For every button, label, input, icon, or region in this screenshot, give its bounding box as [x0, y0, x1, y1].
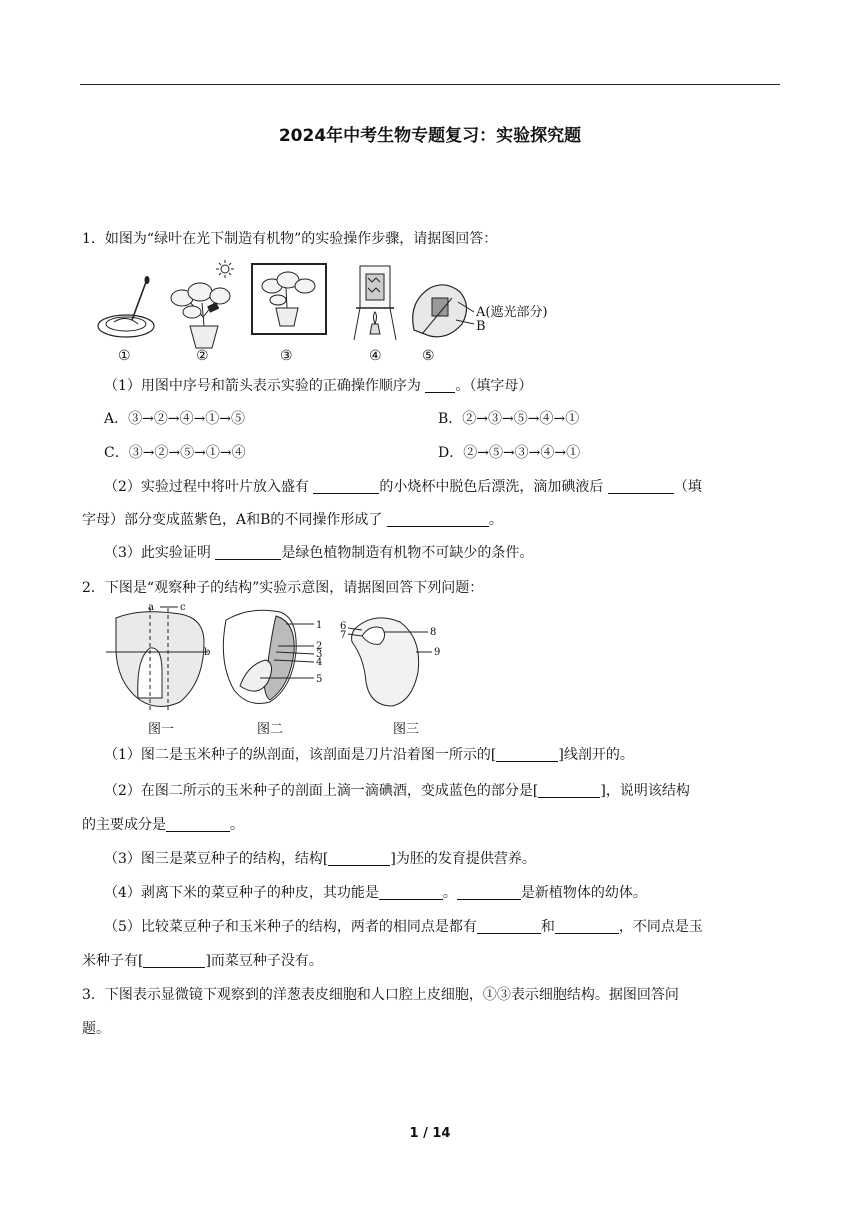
step-label-5: ⑤: [422, 348, 435, 364]
caption-fig3: 图三: [393, 722, 420, 737]
blank: [328, 850, 390, 866]
blank: [313, 478, 379, 494]
q1-option-c: C．③→②→⑤→①→④: [104, 445, 246, 461]
blank: [379, 884, 443, 900]
caption-fig2: 图二: [257, 722, 284, 737]
fig2-mark-5: 5: [316, 674, 323, 685]
q1-option-d: D．②→⑤→③→④→①: [438, 445, 581, 461]
step5-leaf-illustration: [413, 285, 548, 337]
caption-fig1: 图一: [148, 722, 175, 737]
q2-figure-seeds: [100, 602, 460, 714]
q1-option-a: A．③→②→④→①→⑤: [104, 411, 246, 427]
blank: [387, 511, 489, 527]
step-label-4: ④: [369, 348, 382, 364]
step-label-1: ①: [118, 348, 131, 364]
q1-sub2-line1: （2）实验过程中将叶片放入盛有 的小烧杯中脱色后漂洗，滴加碘液后 （填: [104, 479, 702, 495]
blank: [608, 478, 674, 494]
fig1-mark-c: c: [180, 602, 186, 613]
fig2-mark-2: 2: [316, 641, 323, 652]
header-rule: [80, 84, 780, 85]
q3-stem-line1: 3．下图表示显微镜下观察到的洋葱表皮细胞和人口腔上皮细胞，①③表示细胞结构。据图回答问: [82, 987, 679, 1003]
fig3-mark-8: 8: [430, 627, 437, 638]
q2-sub2-line2: 的主要成分是 。: [82, 817, 244, 833]
fig1-mark-a: a: [148, 602, 154, 613]
fig1-corn-seed: [106, 602, 210, 710]
q1-sub2-line2: 字母）部分变成蓝紫色，A和B的不同操作形成了 。: [82, 512, 503, 528]
blank: [166, 816, 230, 832]
q2-sub3: （3）图三是菜豆种子的结构，结构[ ]为胚的发育提供营养。: [104, 851, 536, 867]
fig1-mark-b: b: [204, 647, 211, 658]
step-label-3: ③: [280, 348, 293, 364]
blank: [555, 918, 619, 934]
step4-water-bath-illustration: [354, 266, 396, 340]
page-title: 2024年中考生物专题复习：实验探究题: [278, 126, 582, 146]
leaf-label-b: B: [476, 319, 486, 334]
q3-stem-line2: 题。: [82, 1021, 110, 1037]
q2-sub5-line2: 米种子有[ ]而菜豆种子没有。: [82, 953, 323, 969]
page-number: 1 / 14: [409, 1126, 451, 1141]
blank: [457, 884, 521, 900]
fig2-mark-3: 3: [316, 649, 323, 660]
step-label-2: ②: [196, 348, 209, 364]
blank: [496, 746, 558, 762]
fig2-corn-section: [223, 610, 322, 703]
step2-plant-illustration: [171, 260, 234, 348]
blank: [425, 377, 455, 393]
leaf-label-a: A(遮光部分): [476, 305, 548, 320]
q1-sub3: （3）此实验证明 是绿色植物制造有机物不可缺少的条件。: [104, 545, 534, 561]
q1-option-b: B．②→③→⑤→④→①: [438, 411, 580, 427]
blank: [477, 918, 541, 934]
fig3-bean-seed: [340, 618, 440, 706]
q2-stem: 2．下图是“观察种子的结构”实验示意图，请据图回答下列问题：: [82, 580, 484, 596]
blank: [143, 952, 205, 968]
q1-sub1: （1）用图中序号和箭头表示实验的正确操作顺序为 。（填字母）: [104, 378, 533, 394]
q2-sub5-line1: （5）比较菜豆种子和玉米种子的结构，两者的相同点是都有 和 ，不同点是玉: [104, 919, 703, 935]
q2-sub2-line1: （2）在图二所示的玉米种子的剖面上滴一滴碘酒，变成蓝色的部分是[ ]，说明该结构: [104, 783, 690, 799]
fig2-mark-4: 4: [316, 657, 323, 668]
step3-dark-box-illustration: [252, 264, 326, 334]
blank: [538, 782, 600, 798]
blank: [215, 544, 281, 560]
fig3-mark-6: 6: [340, 621, 347, 632]
fig3-mark-9: 9: [434, 647, 441, 658]
step1-dish-illustration: [98, 276, 154, 337]
fig2-mark-1: 1: [316, 620, 323, 631]
q1-figure-steps: [96, 258, 576, 366]
q2-sub4: （4）剥离下米的菜豆种子的种皮，其功能是 。 是新植物体的幼体。: [104, 885, 647, 901]
q1-stem: 1．如图为“绿叶在光下制造有机物”的实验操作步骤，请据图回答：: [82, 231, 498, 247]
q2-sub1: （1）图二是玉米种子的纵剖面，该剖面是刀片沿着图一所示的[ ]线剖开的。: [104, 747, 634, 763]
fig3-mark-7: 7: [340, 630, 347, 641]
